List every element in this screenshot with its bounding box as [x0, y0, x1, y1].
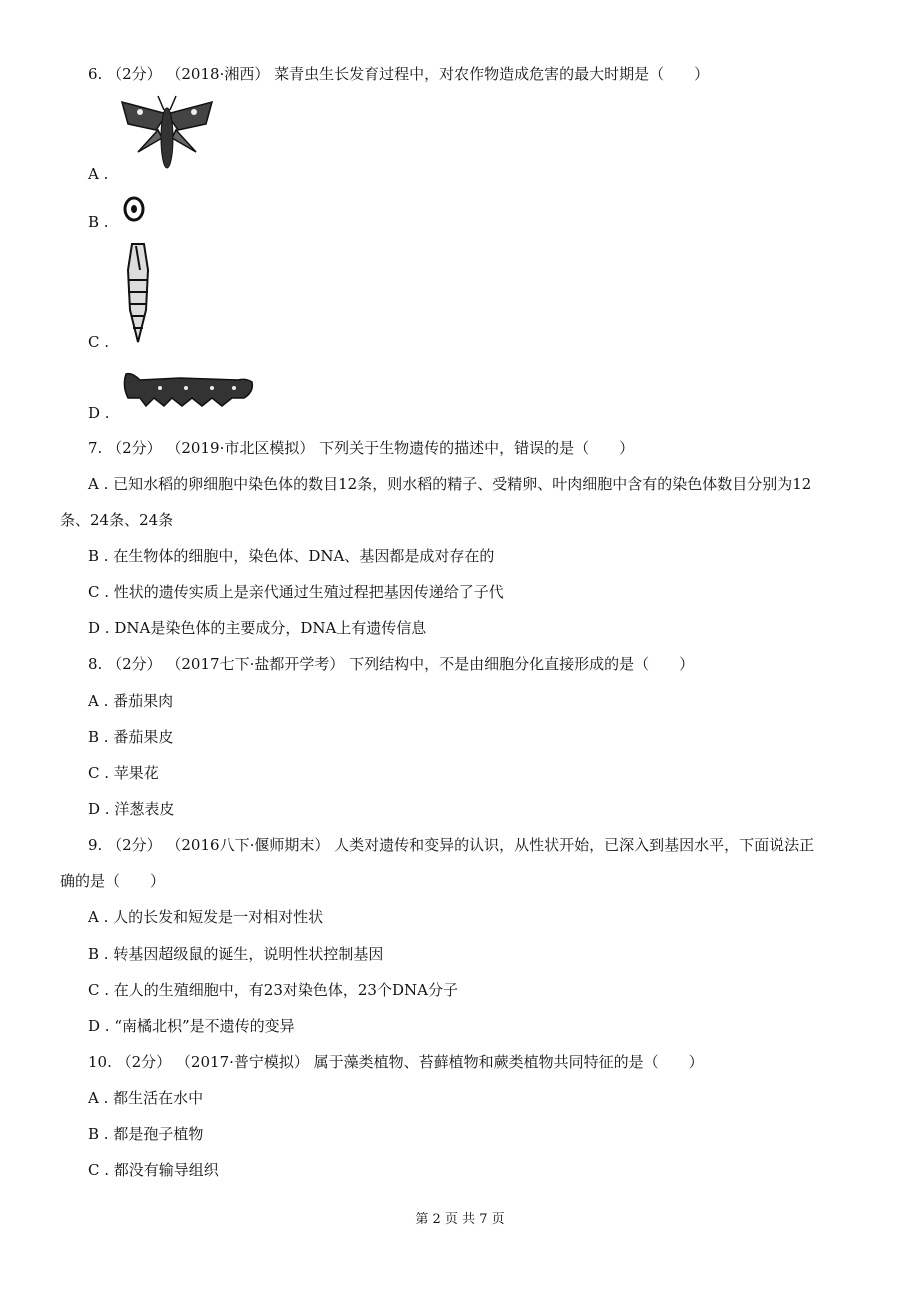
- page-footer: 第 2 页 共 7 页: [415, 1212, 505, 1227]
- q7-option-a: A . 已知水稻的卵细胞中染色体的数目12条，则水稻的精子、受精卵、叶肉细胞中含有的染色体数目分别为12: [88, 475, 812, 493]
- q7-option-c: C . 性状的遗传实质上是亲代通过生殖过程把基因传递给了子代: [88, 583, 504, 601]
- q8-stem: 8. （2分） （2017七下·盐都开学考） 下列结构中，不是由细胞分化直接形成的是（ ）: [88, 655, 695, 673]
- q10-option-b: B . 都是孢子植物: [88, 1125, 204, 1143]
- q9-stem: 9. （2分） （2016八下·偃师期末） 人类对遗传和变异的认识，从性状开始，已深入到基因水平，下面说法正: [88, 836, 815, 854]
- q9-option-a: A . 人的长发和短发是一对相对性状: [88, 908, 324, 926]
- q9-option-b: B . 转基因超级鼠的诞生，说明性状控制基因: [88, 945, 384, 963]
- q8-option-b: B . 番茄果皮: [88, 728, 174, 746]
- caterpillar-icon: [120, 364, 258, 412]
- q6-stem: 6. （2分） （2018·湘西） 菜青虫生长发育过程中，对农作物造成危害的最大时期是（ ）: [88, 65, 710, 83]
- q7-option-d: D . DNA是染色体的主要成分，DNA上有遗传信息: [88, 619, 427, 637]
- q6-option-d: D .: [88, 404, 110, 422]
- q7-option-a-continued: 条、24条、24条: [60, 511, 174, 529]
- q9-option-d: D . “南橘北枳”是不遗传的变异: [88, 1017, 295, 1035]
- q7-option-b: B . 在生物体的细胞中，染色体、DNA、基因都是成对存在的: [88, 547, 495, 565]
- q6-option-c: C .: [88, 333, 110, 351]
- q6-option-b: B .: [88, 213, 109, 231]
- q10-option-c: C . 都没有输导组织: [88, 1161, 219, 1179]
- q8-option-c: C . 苹果花: [88, 764, 159, 782]
- moth-icon: [118, 94, 216, 176]
- egg-icon: [122, 196, 146, 222]
- q10-option-a: A . 都生活在水中: [88, 1089, 204, 1107]
- q8-option-d: D . 洋葱表皮: [88, 800, 175, 818]
- pupa-icon: [118, 240, 158, 346]
- q9-stem-continued: 确的是（ ）: [60, 872, 166, 890]
- q9-option-c: C . 在人的生殖细胞中，有23对染色体，23个DNA分子: [88, 981, 458, 999]
- q8-option-a: A . 番茄果肉: [88, 692, 174, 710]
- q6-option-a: A .: [88, 165, 109, 183]
- q7-stem: 7. （2分） （2019·市北区模拟） 下列关于生物遗传的描述中，错误的是（ ）: [88, 439, 635, 457]
- q10-stem: 10. （2分） （2017·普宁模拟） 属于藻类植物、苔藓植物和蕨类植物共同特征的是（ ）: [88, 1053, 704, 1071]
